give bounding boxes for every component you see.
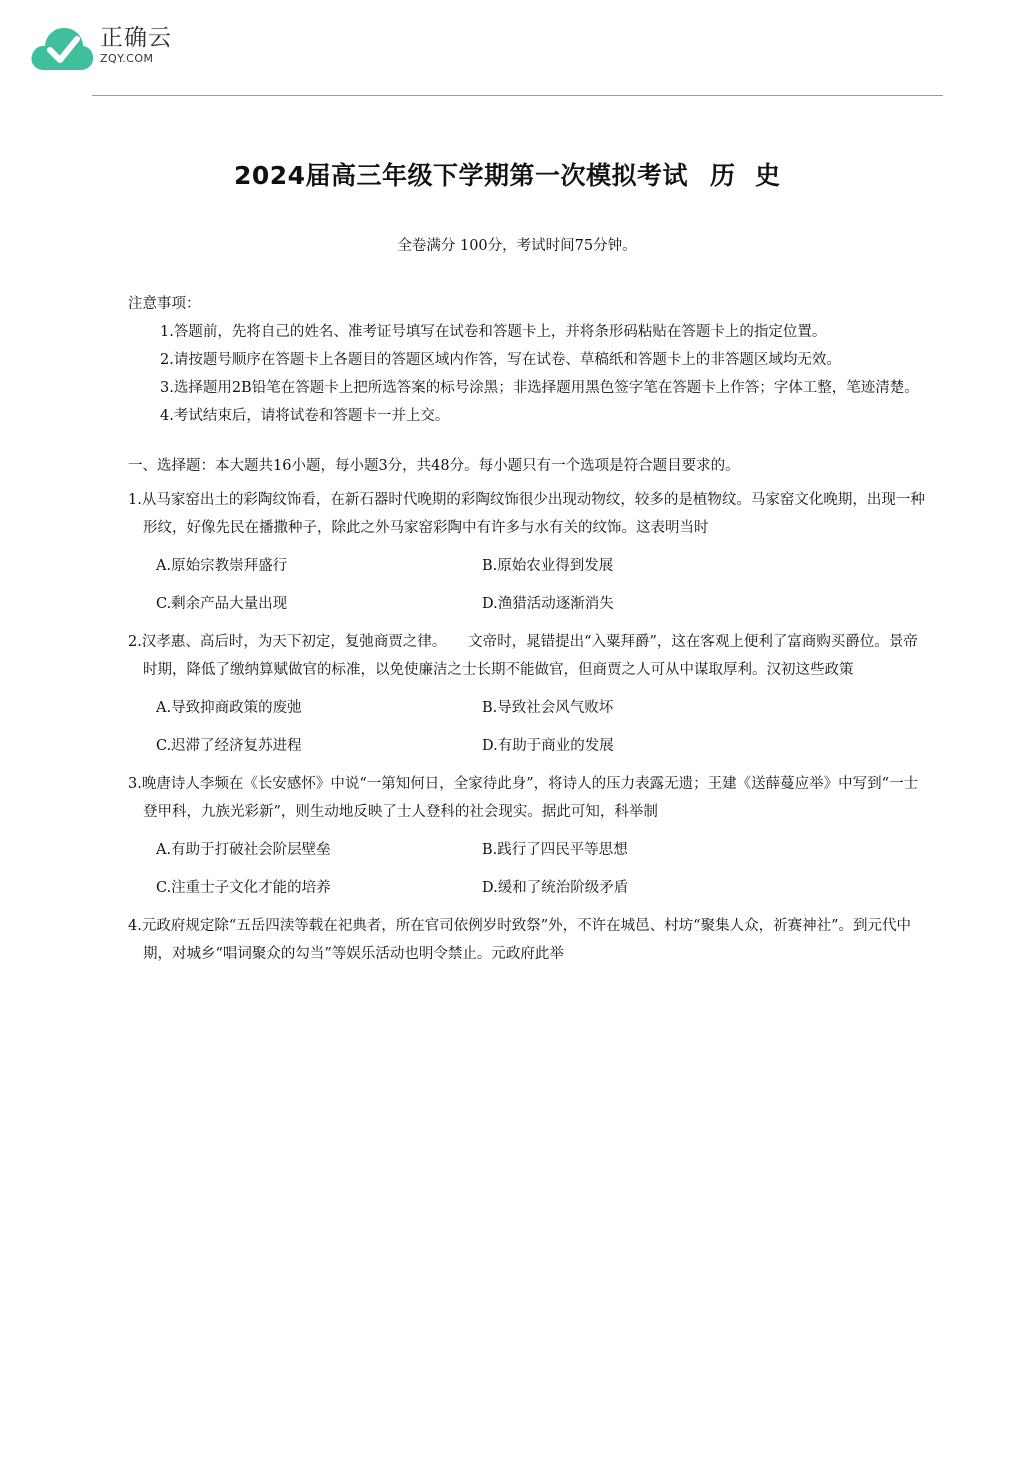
exam-content <box>128 290 928 968</box>
option-d: D.有助于商业的发展 <box>482 738 614 754</box>
question-1 <box>128 486 928 618</box>
exam-title-text: 2024届高三年级下学期第一次模拟考试 <box>233 161 689 190</box>
option-c: C.注重士子文化才能的培养 <box>156 880 331 896</box>
question-2 <box>128 628 928 760</box>
question-options <box>128 552 928 618</box>
exam-subtitle: 全卷满分 100分，考试时间75分钟。 <box>397 238 637 254</box>
section-heading: 一、选择题：本大题共16小题，每小题3分，共48分。每小题只有一个选项是符合题目要求的。 <box>128 458 740 474</box>
question-options <box>128 694 928 760</box>
question-stem: 2.汉孝惠、高后时，为天下初定，复弛商贾之律。 文帝时，晁错提出“入粟拜爵”，这在客观上便利了富商购买爵位。景帝时期，降低了缴纳算赋做官的标准，以免使廉洁之士长期不能做官，但商贾之人可从中谋取厚利。汉初这些政策 <box>128 634 918 678</box>
question-4 <box>128 912 928 968</box>
option-c: C.剩余产品大量出现 <box>156 596 288 612</box>
question-3 <box>128 770 928 902</box>
option-b: B.导致社会风气败坏 <box>482 700 614 716</box>
exam-subject: 历史 <box>710 161 801 190</box>
question-stem: 3.晚唐诗人李频在《长安感怀》中说“一第知何日，全家待此身”，将诗人的压力表露无遗；王建《送薛蔓应举》中写到“一士登甲科，九族光彩新”，则生动地反映了士人登科的社会现实。据此可知，科举制 <box>128 776 919 820</box>
note-item: 2.请按题号顺序在答题卡上各题目的答题区域内作答，写在试卷、草稿纸和答题卡上的非答题区域均无效。 <box>160 352 841 368</box>
brand-name-cn: 正确云 <box>100 25 172 51</box>
question-options <box>128 836 928 902</box>
question-stem: 4.元政府规定除“五岳四渎等载在祀典者，所在官司依例岁时致祭”外，不许在城邑、村坊“聚集人众，祈赛神社”。到元代中期，对城乡“唱词聚众的勾当”等娱乐活动也明令禁止。元政府此举 <box>128 918 911 962</box>
note-item: 4.考试结束后，请将试卷和答题卡一并上交。 <box>160 408 450 424</box>
note-item: 1.答题前，先将自己的姓名、准考证号填写在试卷和答题卡上，并将条形码粘贴在答题卡上的指定位置。 <box>160 324 827 340</box>
brand-name-en: ZQY.COM <box>100 52 154 65</box>
option-d: D.缓和了统治阶级矛盾 <box>482 880 629 896</box>
option-a: A.原始宗教崇拜盛行 <box>156 558 288 574</box>
brand-logo <box>30 22 190 74</box>
option-d: D.渔猎活动逐渐消失 <box>482 596 614 612</box>
option-c: C.迟滞了经济复苏进程 <box>156 738 302 754</box>
option-a: A.有助于打破社会阶层壁垒 <box>156 842 331 858</box>
option-b: B.践行了四民平等思想 <box>482 842 628 858</box>
cloud-check-icon <box>30 22 94 74</box>
header-divider <box>92 95 943 96</box>
option-a: A.导致抑商政策的废弛 <box>156 700 302 716</box>
note-item: 3.选择题用2B铅笔在答题卡上把所选答案的标号涂黑；非选择题用黑色签字笔在答题卡上作答；字体工整，笔迹清楚。 <box>160 380 919 396</box>
notes-title: 注意事项： <box>128 296 201 312</box>
brand-text <box>100 24 172 66</box>
question-stem: 1.从马家窑出土的彩陶纹饰看，在新石器时代晚期的彩陶纹饰很少出现动物纹，较多的是植物纹。马家窑文化晚期，出现一种形纹，好像先民在播撒种子，除此之外马家窑彩陶中有许多与水有关的纹饰。这表明当时 <box>128 492 925 536</box>
option-b: B.原始农业得到发展 <box>482 558 614 574</box>
exam-title <box>0 156 1034 192</box>
